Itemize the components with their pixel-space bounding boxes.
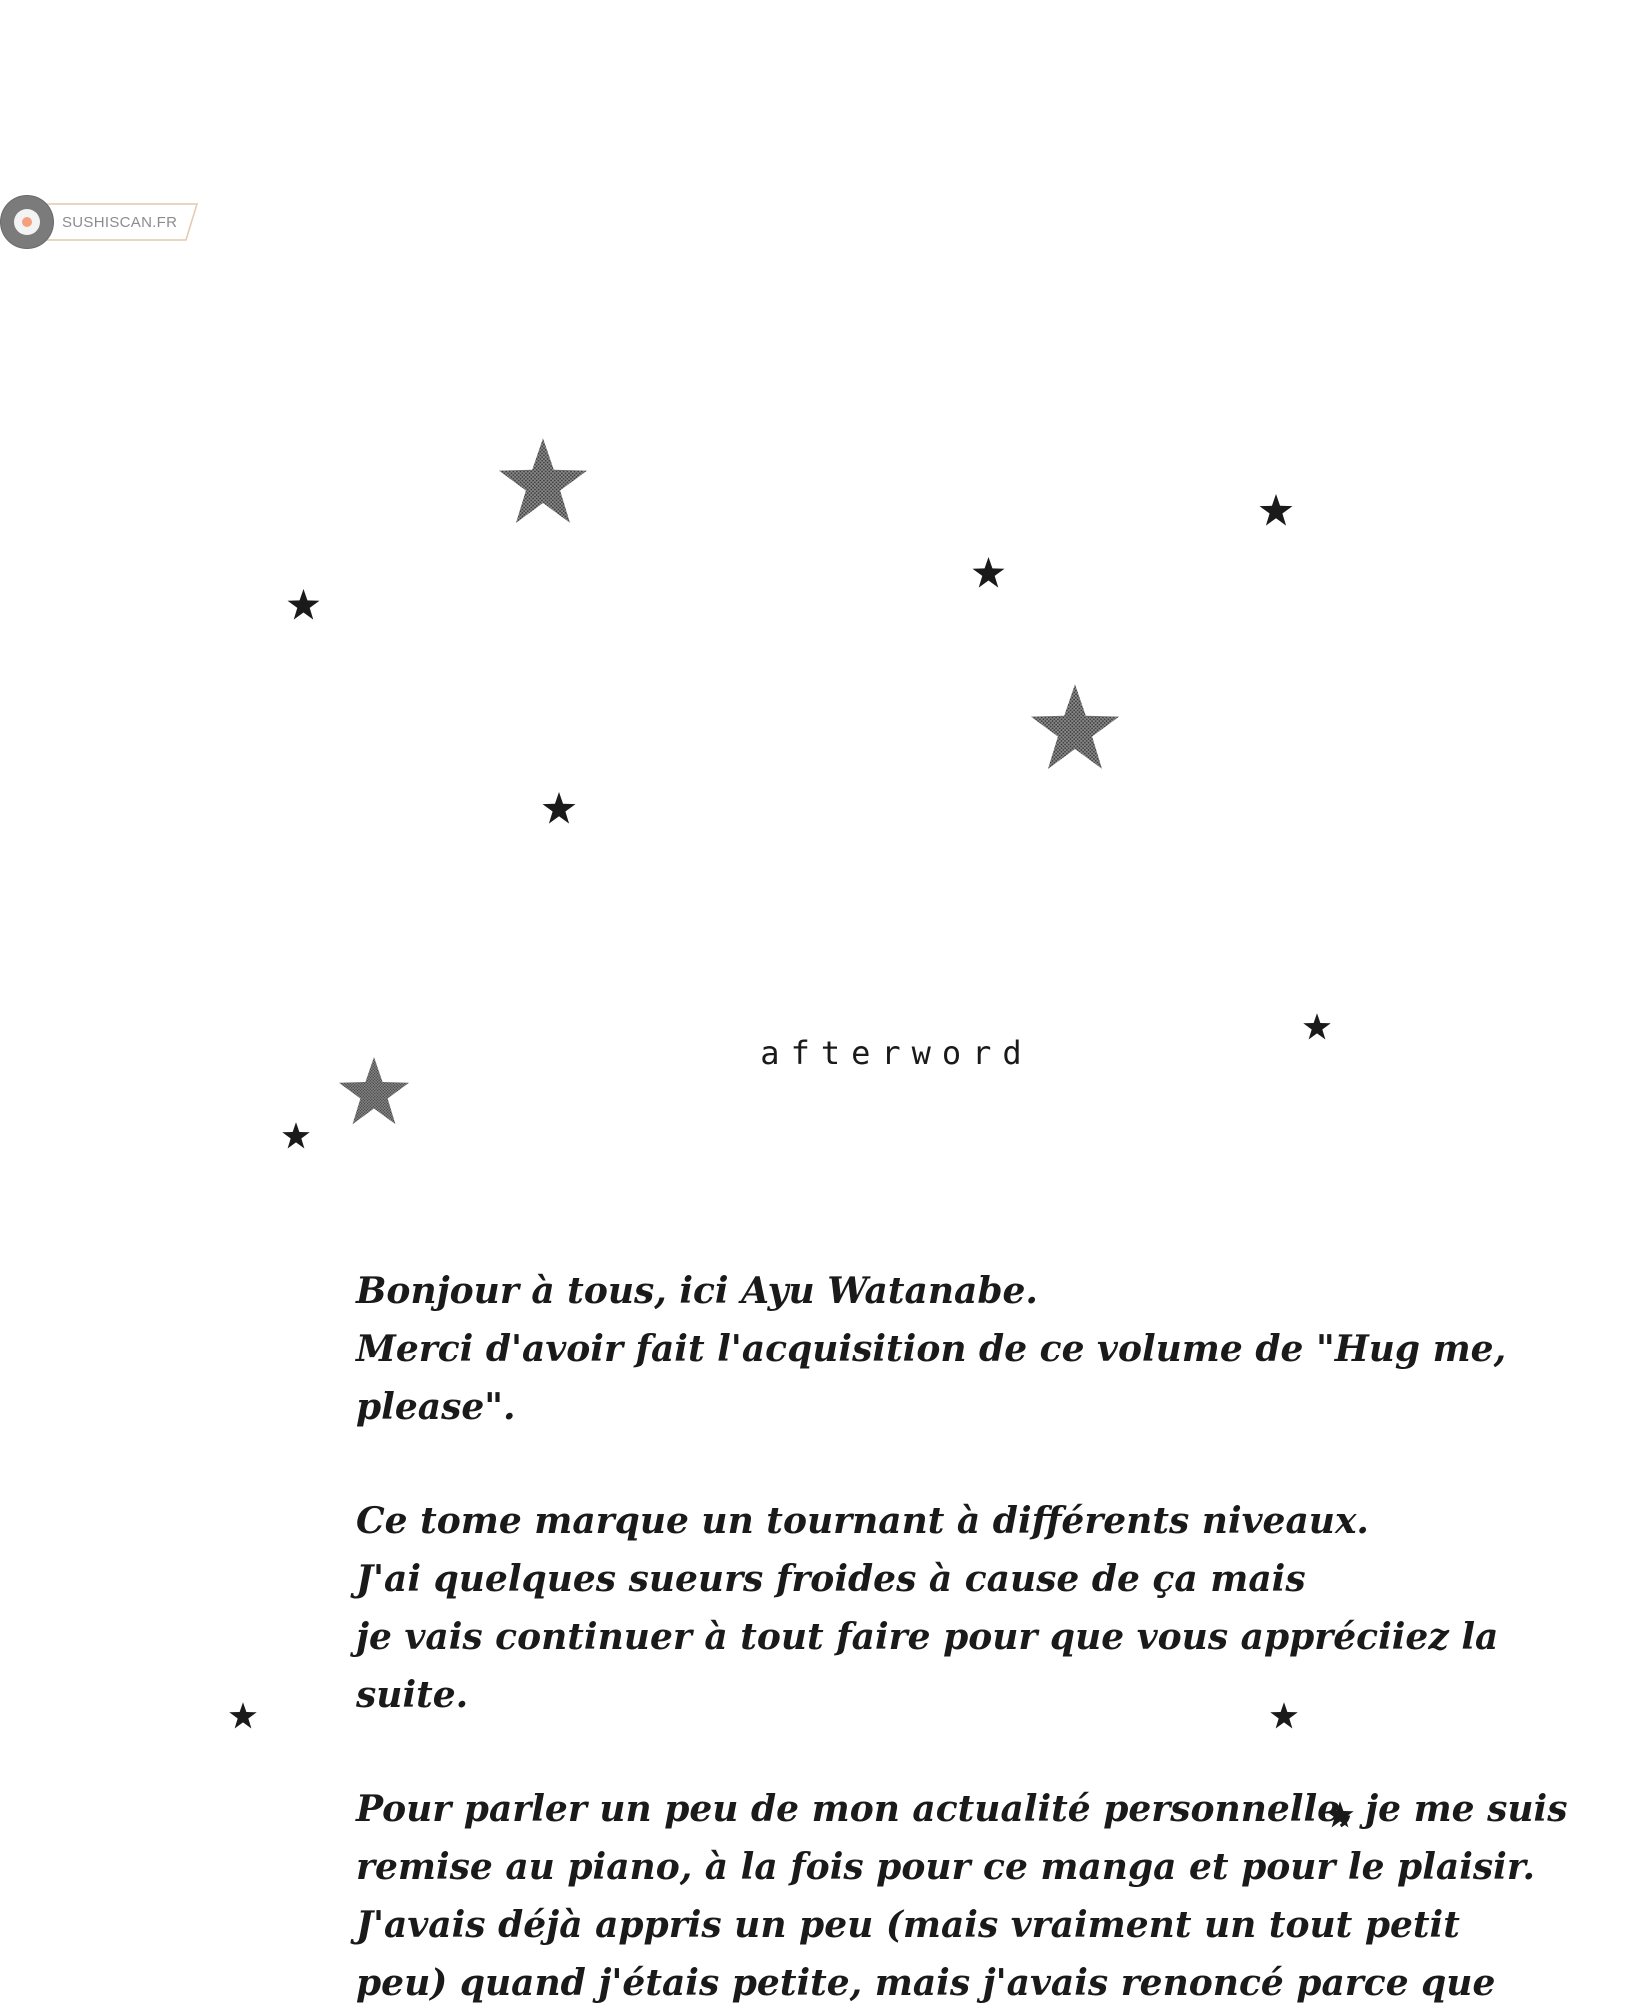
halftone-star-icon: [1030, 684, 1120, 770]
text-line: Merci d'avoir fait l'acquisition de ce volume de "Hug me,: [356, 1328, 1507, 1370]
halftone-star-icon: [498, 438, 588, 524]
afterword-letter: [356, 1262, 1568, 2012]
paragraph: [356, 1262, 1507, 1436]
star-icon: [282, 1122, 310, 1149]
text-line: Ce tome marque un tournant à différents niveaux.: [356, 1500, 1369, 1542]
paragraph: [356, 1780, 1568, 2012]
star-icon: [1259, 494, 1293, 526]
text-line: remise au piano, à la fois pour ce manga et pour le plaisir.: [356, 1846, 1536, 1888]
star-icon: [972, 557, 1005, 588]
watermark-label: SUSHISCAN.FR: [62, 214, 178, 231]
text-line: je vais continuer à tout faire pour que vous appréciiez la: [356, 1616, 1499, 1658]
text-line: J'avais déjà appris un peu (mais vraiment un tout petit: [356, 1904, 1460, 1946]
star-icon: [229, 1702, 257, 1729]
text-line: Bonjour à tous, ici Ayu Watanabe.: [356, 1270, 1038, 1312]
afterword-title: afterword: [760, 1034, 1033, 1072]
text-line: Pour parler un peu de mon actualité personnelle, je me suis: [356, 1788, 1568, 1830]
text-line: please".: [356, 1386, 516, 1428]
star-icon: [287, 589, 320, 620]
text-line: J'ai quelques sueurs froides à cause de ça mais: [356, 1558, 1306, 1600]
text-line: suite.: [356, 1674, 469, 1716]
watermark-logo-icon: [1, 196, 53, 248]
watermark-badge[interactable]: [0, 196, 200, 252]
text-line: peu) quand j'étais petite, mais j'avais renoncé parce que: [356, 1962, 1496, 2004]
paragraph: [356, 1492, 1499, 1724]
star-icon: [542, 792, 576, 824]
